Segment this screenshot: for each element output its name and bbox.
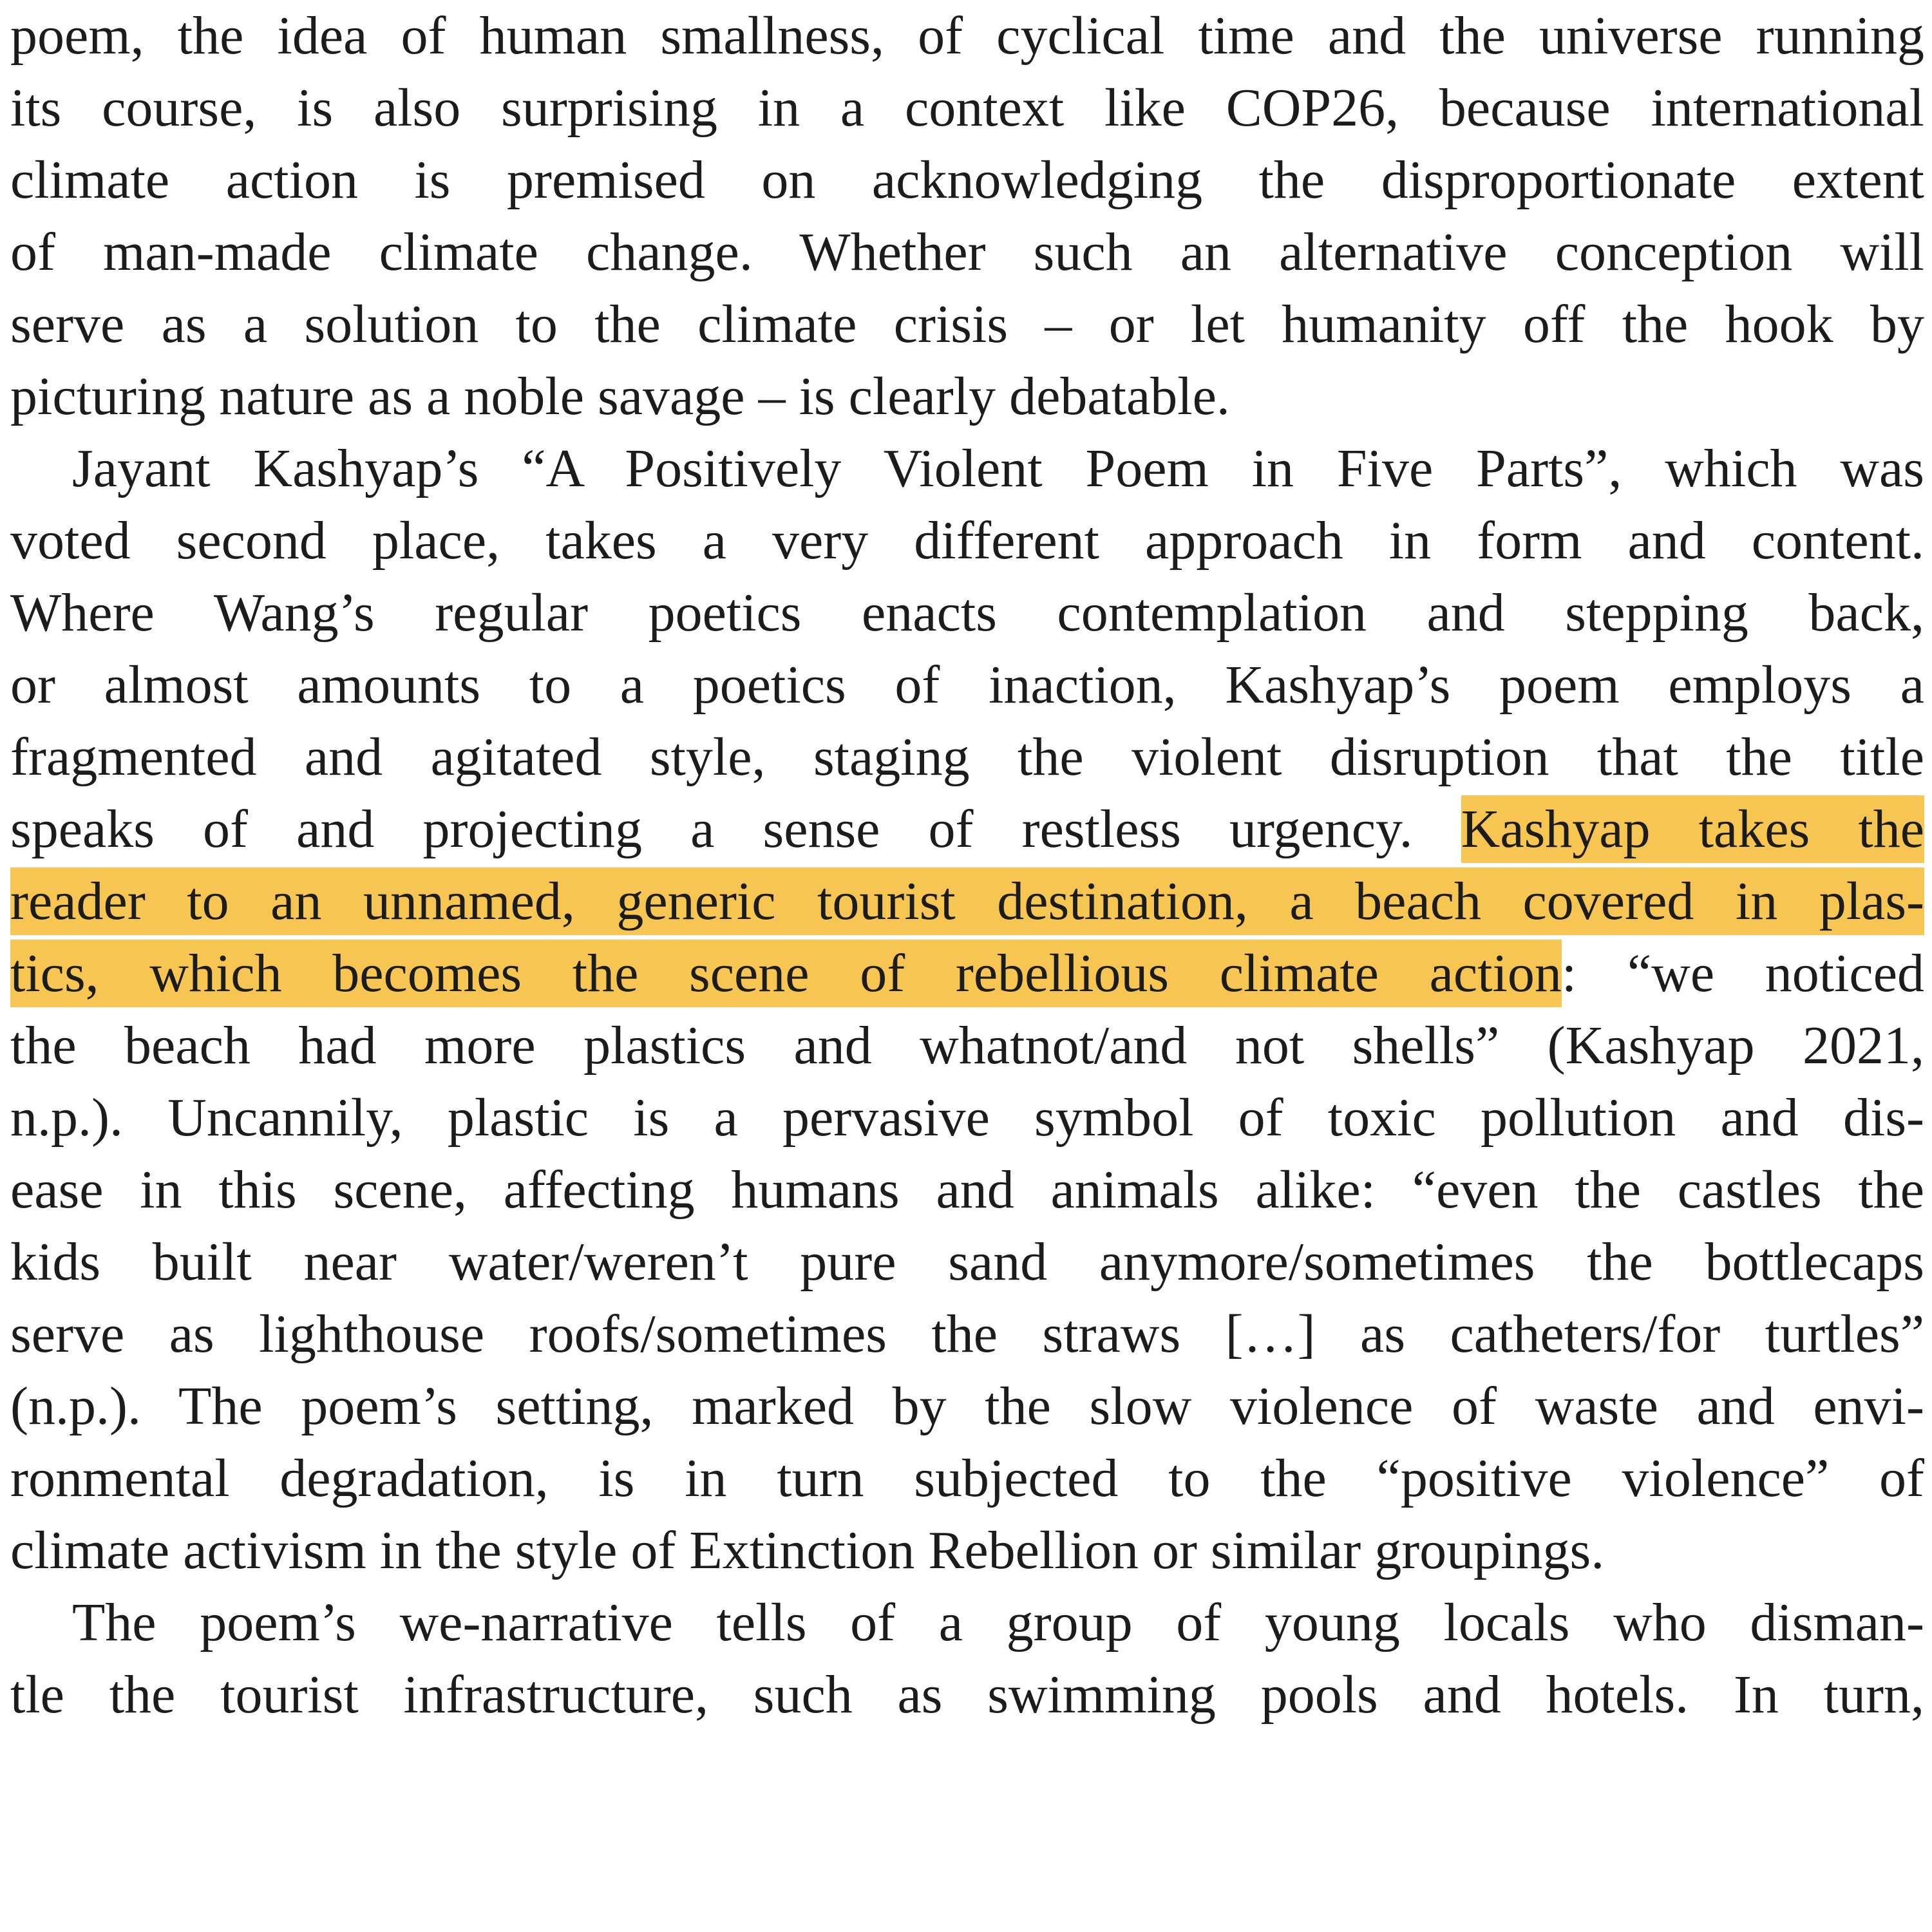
text-line: ronmental degradation, is in turn subjected to the “positive violence” of bbox=[10, 1448, 1924, 1508]
text-line: climate activism in the style of Extinction Rebellion or similar groupings. bbox=[10, 1520, 1605, 1580]
text-line: picturing nature as a noble savage – is clearly debatable. bbox=[10, 366, 1230, 426]
text-line: fragmented and agitated style, staging the violent disruption that the title bbox=[10, 727, 1924, 787]
text-segment: : “we noticed bbox=[1561, 943, 1924, 1003]
text-line: or almost amounts to a poetics of inaction, Kashyap’s poem employs a bbox=[10, 655, 1924, 715]
text-line: its course, is also surprising in a context like COP26, because international bbox=[10, 78, 1924, 138]
document-page bbox=[10, 0, 1924, 1731]
text-line: voted second place, takes a very different approach in form and content. bbox=[10, 511, 1924, 571]
text-line: of man-made climate change. Whether such an alternative conception will bbox=[10, 222, 1924, 282]
text-line: The poem’s we-narrative tells of a group of young locals who disman- bbox=[72, 1593, 1924, 1653]
paragraph-3 bbox=[10, 1587, 1924, 1731]
paragraph-1 bbox=[10, 0, 1924, 433]
highlighted-text[interactable]: Kashyap takes the bbox=[1461, 795, 1924, 863]
highlighted-text[interactable]: tics, which becomes the scene of rebellious climate action bbox=[10, 940, 1562, 1007]
text-line bbox=[10, 938, 1924, 1010]
paragraph-2 bbox=[10, 433, 1924, 1587]
text-line: serve as a solution to the climate crisis – or let humanity off the hook by bbox=[10, 294, 1924, 354]
text-line: n.p.). Uncannily, plastic is a pervasive symbol of toxic pollution and dis- bbox=[10, 1088, 1924, 1148]
text-segment: speaks of and projecting a sense of restless urgency. bbox=[10, 799, 1461, 859]
text-line bbox=[10, 866, 1924, 938]
text-line: the beach had more plastics and whatnot/and not shells” (Kashyap 2021, bbox=[10, 1016, 1924, 1075]
text-line bbox=[10, 793, 1924, 866]
text-line: climate action is premised on acknowledging the disproportionate extent bbox=[10, 150, 1924, 210]
text-line: tle the tourist infrastructure, such as swimming pools and hotels. In turn, bbox=[10, 1665, 1924, 1725]
text-line: Jayant Kashyap’s “A Positively Violent Poem in Five Parts”, which was bbox=[72, 439, 1924, 498]
text-line: serve as lighthouse roofs/sometimes the straws […] as catheters/for turtles” bbox=[10, 1304, 1924, 1364]
text-line: poem, the idea of human smallness, of cyclical time and the universe running bbox=[10, 6, 1924, 66]
text-line: Where Wang’s regular poetics enacts contemplation and stepping back, bbox=[10, 583, 1924, 643]
highlighted-text[interactable]: reader to an unnamed, generic tourist destination, a beach covered in plas- bbox=[10, 867, 1924, 935]
text-line: (n.p.). The poem’s setting, marked by the slow violence of waste and envi- bbox=[10, 1376, 1924, 1436]
text-line: kids built near water/weren’t pure sand anymore/sometimes the bottlecaps bbox=[10, 1232, 1924, 1292]
text-line: ease in this scene, affecting humans and animals alike: “even the castles the bbox=[10, 1160, 1924, 1220]
